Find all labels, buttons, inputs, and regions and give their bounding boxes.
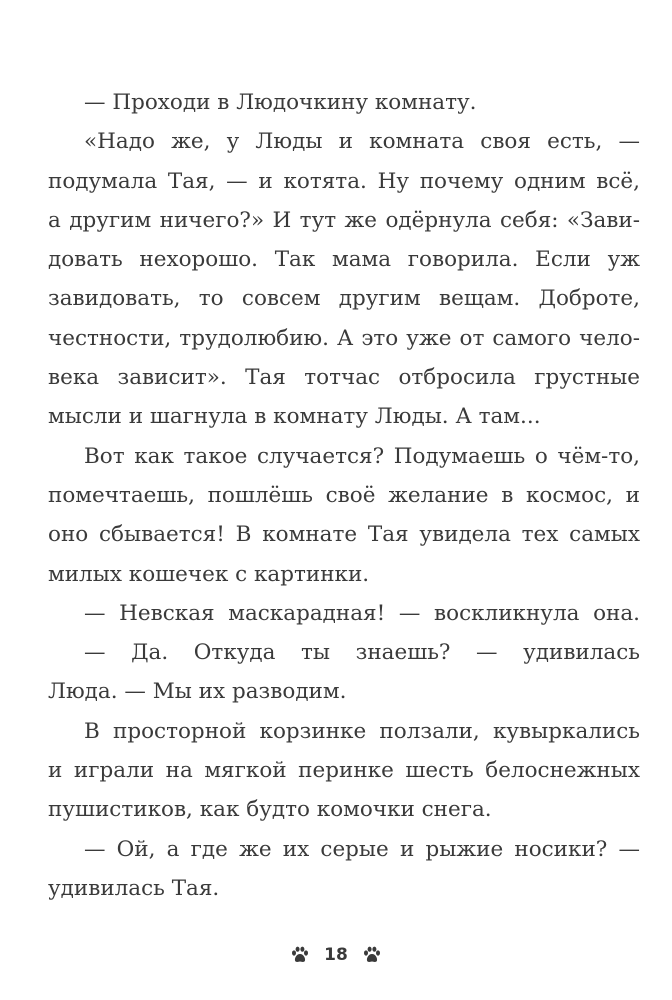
text-line: довать нехорошо. Так мама говорила. Если уж (48, 247, 640, 273)
page-footer (0, 940, 672, 970)
page-body-text (48, 83, 640, 908)
text-line: «Надо же, у Люды и комната своя есть, — (84, 129, 640, 155)
text-line: века зависит». Тая тотчас отбросила грустные (48, 365, 640, 391)
text-line: мысли и шагнула в комнату Люды. А там... (48, 404, 541, 430)
page-number: 18 (324, 945, 348, 965)
text-line: помечтаешь, пошлёшь своё желание в космос, и (48, 482, 640, 508)
text-line: оно сбывается! В комнате Тая увидела тех самых (48, 522, 640, 548)
text-line: а другим ничего?» И тут же одёрнула себя: «Зави- (48, 207, 640, 233)
text-line: пушистиков, как будто комочки снега. (48, 797, 492, 823)
text-line: милых кошечек с картинки. (48, 561, 370, 587)
text-line: завидовать, то совсем другим вещам. Доброте, (48, 286, 640, 312)
text-line: — Ой, а где же их серые и рыжие носики? — (84, 836, 640, 862)
paw-print-icon (290, 945, 310, 965)
text-line: удивилась Тая. (48, 875, 220, 901)
text-line: честности, трудолюбию. А это уже от самого чело- (48, 325, 640, 351)
text-line: и играли на мягкой перинке шесть белоснежных (48, 758, 640, 784)
text-line: — Проходи в Людочкину комнату. (84, 90, 477, 115)
text-line: В просторной корзинке ползали, кувыркались (84, 718, 640, 744)
text-line: — Невская маскарадная! — воскликнула она. (84, 600, 640, 626)
text-line: Люда. — Мы их разводим. (48, 679, 347, 705)
paw-print-icon (362, 945, 382, 965)
text-line: — Да. Откуда ты знаешь? — удивилась (84, 640, 640, 666)
text-line: Вот как такое случается? Подумаешь о чём-то, (84, 443, 640, 469)
text-line: подумала Тая, — и котята. Ну почему одним всё, (48, 168, 640, 194)
